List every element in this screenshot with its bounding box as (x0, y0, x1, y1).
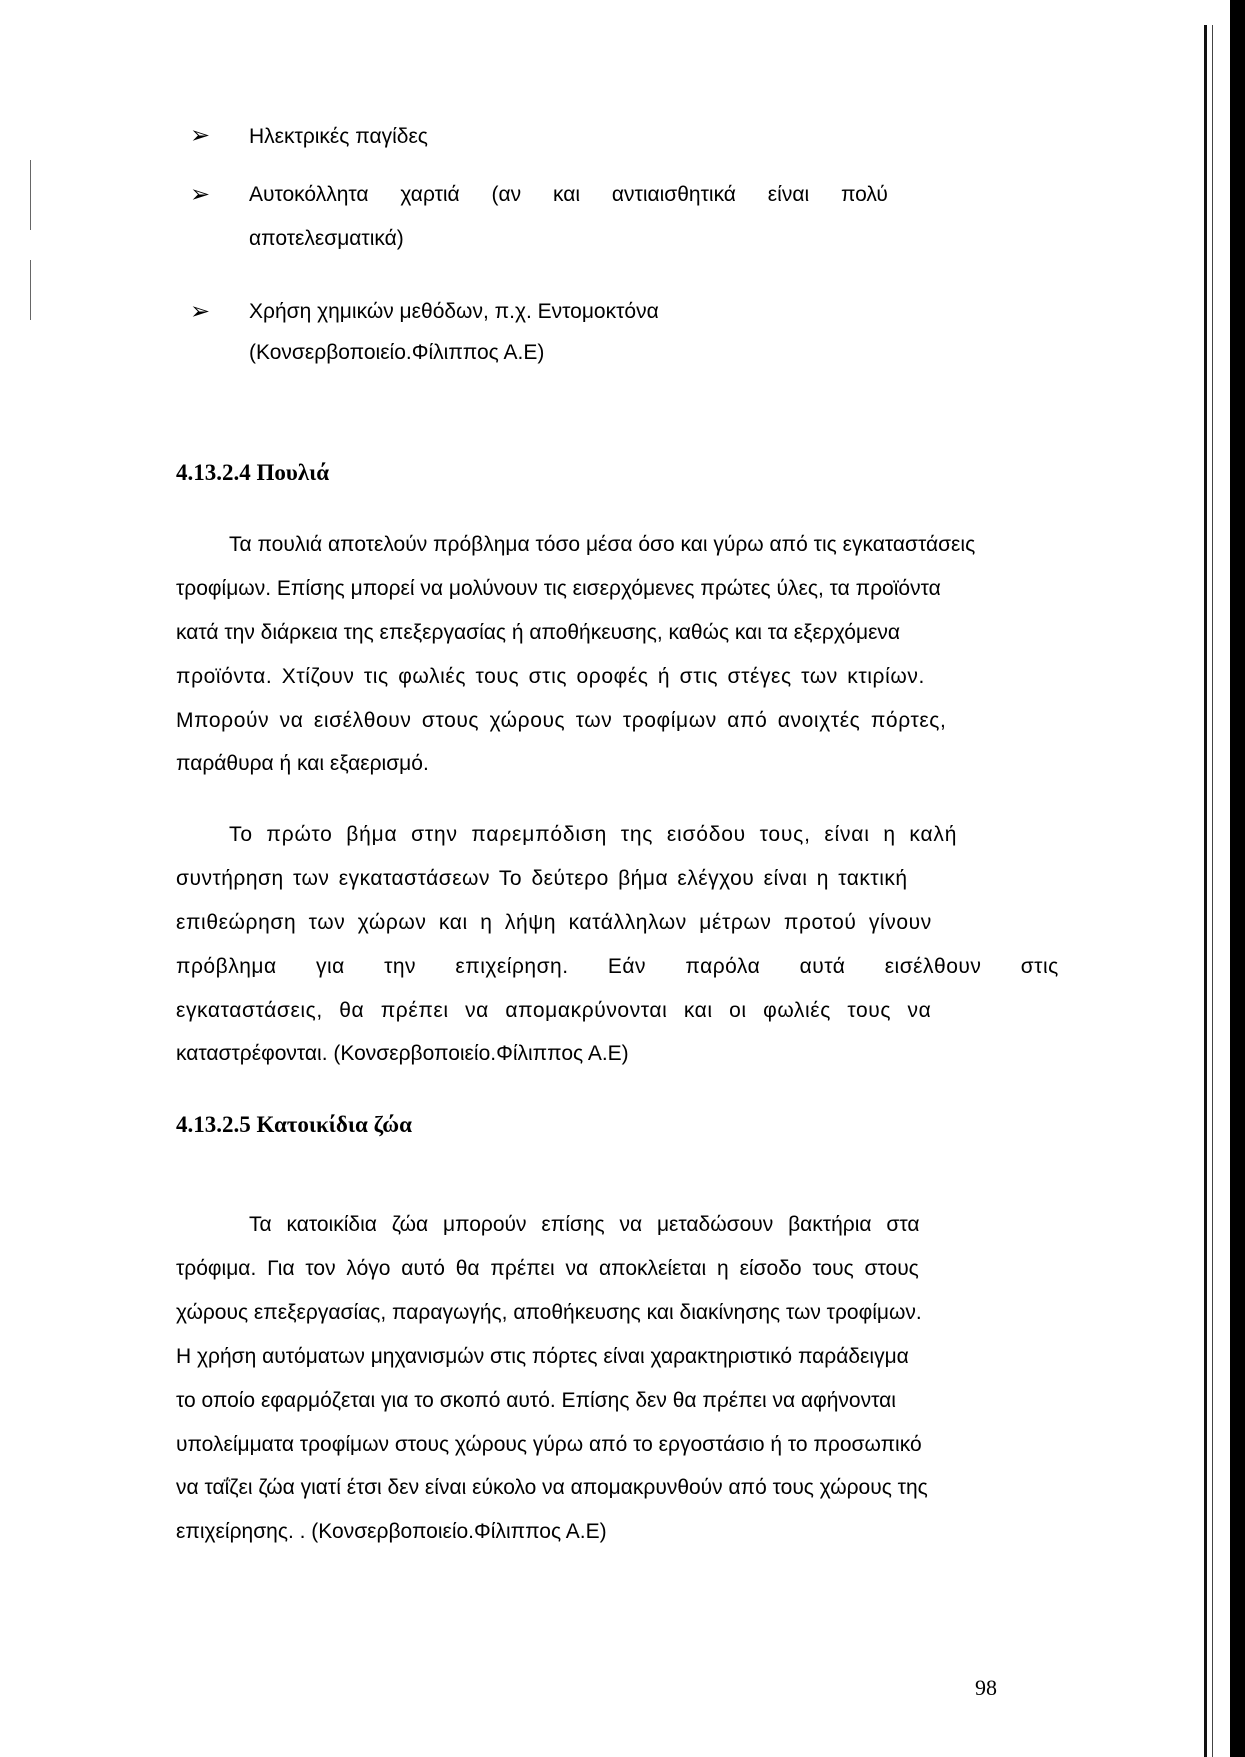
bullet-text (249, 297, 659, 327)
paragraph-line: συντήρηση των εγκαταστάσεων Το δεύτερο βήμα ελέγχου είναι η τακτική (176, 867, 908, 890)
bullet-arrow-icon: ➢ (190, 299, 211, 325)
paragraph-line: Η χρήση αυτόματων μηχανισμών στις πόρτες είναι χαρακτηριστικό παράδειγμα (176, 1345, 909, 1368)
scan-margin-mark (30, 160, 31, 230)
paragraph-line: εγκαταστάσεις, θα πρέπει να απομακρύνονται και οι φωλιές τους να (176, 999, 932, 1022)
bullet-text: Ηλεκτρικές παγίδες (249, 125, 428, 148)
paragraph-line: Μπορούν να εισέλθουν στους χώρους των τροφίμων από ανοιχτές πόρτες, (176, 709, 947, 732)
section-heading: 4.13.2.5 Κατοικίδια ζώα (176, 1112, 412, 1137)
paragraph-line: Τα κατοικίδια ζώα μπορούν επίσης να μεταδώσουν βακτήρια στα (249, 1213, 920, 1236)
paragraph-line: πρόβλημα για την επιχείρηση. Εάν παρόλα αυτά εισέλθουν στις (176, 955, 1059, 978)
paragraph-line: τροφίμων. Επίσης μπορεί να μολύνουν τις εισερχόμενες πρώτες ύλες, τα προϊόντα (176, 577, 941, 600)
paragraph-line: κατά την διάρκεια της επεξεργασίας ή αποθήκευσης, καθώς και τα εξερχόμενα (176, 621, 901, 644)
bullet-arrow-icon: ➢ (190, 123, 211, 149)
bullet-text: Αυτοκόλλητα χαρτιά (αν και αντιαισθητικά είναι πολύ (249, 183, 888, 206)
paragraph-line: επιχείρησης. . (Κονσερβοποιείο.Φίλιππος Α.Ε) (176, 1520, 607, 1543)
scan-margin-mark (30, 260, 31, 320)
bullet-text: αποτελεσματικά) (249, 227, 404, 250)
section-heading: 4.13.2.4 Πουλιά (176, 460, 330, 485)
paragraph-line: παράθυρα ή και εξαερισμό. (176, 752, 429, 775)
bullet-text: (Κονσερβοποιείο.Φίλιππος Α.Ε) (249, 341, 545, 364)
paragraph-line: χώρους επεξεργασίας, παραγωγής, αποθήκευσης και διακίνησης των τροφίμων. (176, 1301, 922, 1324)
bullet-text-part: Χρήση χημικών μεθόδων, π.χ. Εντομοκτόνα (249, 300, 659, 323)
paragraph-line: καταστρέφονται. (Κονσερβοποιείο.Φίλιππος Α.Ε) (176, 1042, 629, 1065)
paragraph-line: προϊόντα. Χτίζουν τις φωλιές τους στις οροφές ή στις στέγες των κτιρίων. (176, 665, 925, 688)
scan-edge-line-thin (1212, 25, 1213, 1757)
page-number: 98 (975, 1675, 997, 1700)
paragraph-line: επιθεώρηση των χώρων και η λήψη κατάλληλων μέτρων προτού γίνουν (176, 911, 932, 934)
scan-edge-line (1204, 25, 1207, 1757)
paragraph-line: το οποίο εφαρμόζεται για το σκοπό αυτό. Επίσης δεν θα πρέπει να αφήνονται (176, 1389, 896, 1412)
paragraph-line: υπολείμματα τροφίμων στους χώρους γύρω από το εργοστάσιο ή το προσωπικό (176, 1433, 922, 1456)
bullet-arrow-icon: ➢ (190, 182, 211, 208)
paragraph-line: Τα πουλιά αποτελούν πρόβλημα τόσο μέσα όσο και γύρω από τις εγκαταστάσεις (229, 533, 976, 556)
paragraph-line: να ταΐζει ζώα γιατί έτσι δεν είναι εύκολο να απομακρυνθούν από τους χώρους της (176, 1476, 928, 1499)
paragraph-line: τρόφιμα. Για τον λόγο αυτό θα πρέπει να αποκλείεται η είσοδο τους στους (176, 1257, 919, 1280)
paragraph-line: Το πρώτο βήμα στην παρεμπόδιση της εισόδου τους, είναι η καλή (229, 823, 958, 846)
